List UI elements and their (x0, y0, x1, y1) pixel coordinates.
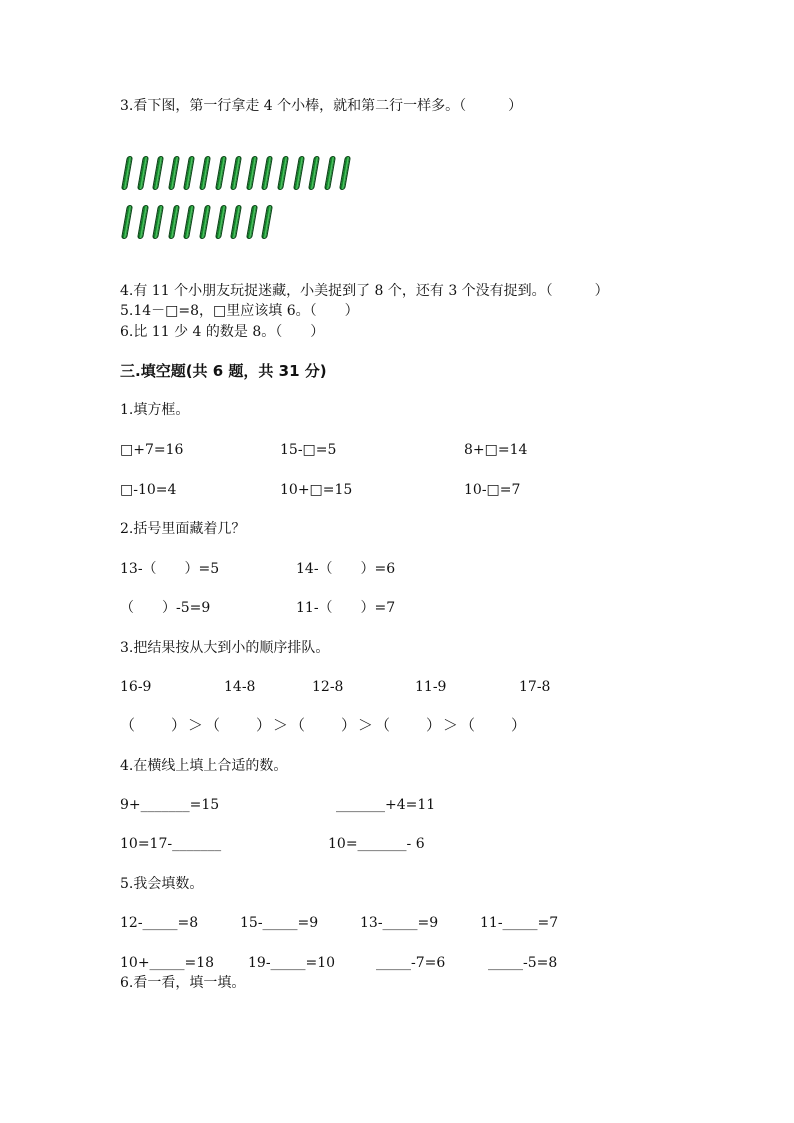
stick-icon (199, 156, 211, 190)
stick-icon (246, 156, 258, 190)
fill-q2-item: 11-（ ）=7 (296, 600, 396, 616)
stick-icon (137, 156, 149, 190)
stick-icon (121, 156, 133, 190)
stick-icon (230, 205, 242, 239)
judge-q5: 5.14－□=8，□里应该填 6。（ ） (120, 303, 359, 319)
stick-icon (183, 205, 195, 239)
stick-icon (215, 205, 227, 239)
fill-q3-item: 12-8 (312, 679, 344, 695)
fill-q5-item: 13-_____=9 (360, 915, 439, 931)
fill-q5-item: _____-7=6 (376, 955, 446, 971)
fill-q4-item: 10=17-_______ (120, 836, 222, 852)
stick-icon (199, 205, 211, 239)
fill-q3-item: 11-9 (415, 679, 447, 695)
fill-q4-item: _______+4=11 (336, 797, 436, 813)
fill-q5-item: 11-_____=7 (480, 915, 559, 931)
stick-icon (152, 156, 164, 190)
stick-icon (230, 156, 242, 190)
fill-q2-title: 2.括号里面藏着几？ (120, 521, 246, 537)
fill-q5-item: 10+_____=18 (120, 955, 215, 971)
stick-icon (277, 156, 289, 190)
fill-q1-item: □-10=4 (120, 482, 177, 498)
stick-icon (137, 205, 149, 239)
stick-icon (261, 205, 273, 239)
stick-icon (121, 205, 133, 239)
fill-q3-order: （ ）＞（ ）＞（ ）＞（ ）＞（ ） (120, 716, 529, 734)
stick-icon (215, 156, 227, 190)
fill-q5-item: 15-_____=9 (240, 915, 319, 931)
stick-icon (246, 205, 258, 239)
section-title: 三.填空题(共 6 题，共 31 分) (120, 362, 327, 380)
stick-icon (324, 156, 336, 190)
stick-row-1 (120, 156, 360, 192)
stick-row-2 (120, 205, 270, 241)
stick-icon (261, 156, 273, 190)
stick-icon (293, 156, 305, 190)
stick-icon (308, 156, 320, 190)
fill-q1-item: □+7=16 (120, 442, 184, 458)
judge-q4: 4.有 11 个小朋友玩捉迷藏，小美捉到了 8 个，还有 3 个没有捉到。（ ） (120, 283, 609, 299)
judge-q6: 6.比 11 少 4 的数是 8。（ ） (120, 324, 325, 340)
fill-q3-item: 17-8 (519, 679, 551, 695)
stick-icon (339, 156, 351, 190)
fill-q4-title: 4.在横线上填上合适的数。 (120, 758, 288, 774)
fill-q5-item: _____-5=8 (488, 955, 558, 971)
fill-q2-item: 13-（ ）=5 (120, 561, 220, 577)
fill-q3-item: 16-9 (120, 679, 152, 695)
fill-q2-item: （ ）-5=9 (120, 600, 211, 616)
fill-q1-item: 15-□=5 (280, 442, 337, 458)
fill-q2-item: 14-（ ）=6 (296, 561, 396, 577)
stick-icon (168, 156, 180, 190)
fill-q3-item: 14-8 (224, 679, 256, 695)
fill-q5-title: 5.我会填数。 (120, 876, 204, 892)
fill-q1-title: 1.填方框。 (120, 402, 190, 418)
judge-q3: 3.看下图，第一行拿走 4 个小棒，就和第二行一样多。（ ） (120, 98, 523, 114)
fill-q4-item: 10=_______- 6 (328, 836, 425, 852)
fill-q3-title: 3.把结果按从大到小的顺序排队。 (120, 640, 330, 656)
fill-q5-item: 12-_____=8 (120, 915, 199, 931)
fill-q1-item: 8+□=14 (464, 442, 528, 458)
fill-q4-item: 9+_______=15 (120, 797, 220, 813)
fill-q1-item: 10-□=7 (464, 482, 521, 498)
fill-q6-title: 6.看一看，填一填。 (120, 975, 246, 991)
stick-icon (152, 205, 164, 239)
fill-q5-item: 19-_____=10 (248, 955, 336, 971)
fill-q1-item: 10+□=15 (280, 482, 353, 498)
stick-icon (183, 156, 195, 190)
stick-icon (168, 205, 180, 239)
